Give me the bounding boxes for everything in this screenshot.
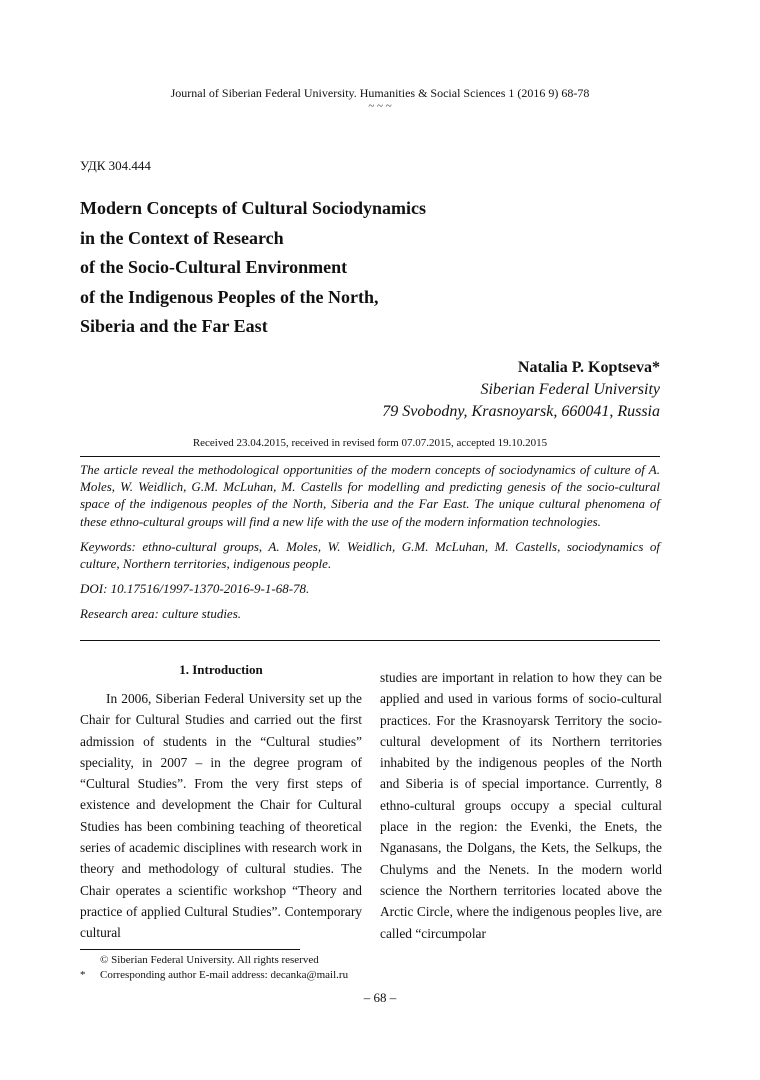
footnote-rule bbox=[80, 949, 300, 950]
author-affiliation: Siberian Federal University bbox=[480, 381, 660, 398]
footnote-copyright bbox=[80, 953, 348, 968]
body-paragraph: In 2006, Siberian Federal University set up the Chair for Cultural Studies and carried out the first admission of students in the “Cultural studies” speciality, in 2007 – in the degree program of “Cultural Studies”. From the very first steps of existence and development the Chair for Cultural Studies has been combining teaching of theoretical series of academic disciplines with research work in theory and methodology of cultural studies. The Chair operates a scientific workshop “Theory and practice of applied Cultural Studies”. Contemporary cultural bbox=[80, 691, 362, 941]
title-line: in the Context of Research bbox=[80, 227, 284, 248]
footnote-mark bbox=[80, 953, 100, 968]
title-line: Modern Concepts of Cultural Sociodynamics bbox=[80, 198, 426, 218]
title-line: Siberia and the Far East bbox=[80, 316, 268, 336]
footnote-text: © Siberian Federal University. All rights reserved bbox=[100, 954, 319, 966]
article-title bbox=[80, 194, 540, 342]
footnote-mark: * bbox=[80, 968, 86, 981]
author-name: Natalia P. Koptseva* bbox=[517, 359, 660, 376]
udk-code: УДК 304.444 bbox=[80, 158, 151, 173]
body-paragraph: studies are important in relation to how they can be applied and used in various forms of socio-cultural practices. For the Krasnoyarsk Territory the socio-cultural development of its Northern territories inhabited by the indigenous peoples of the North and Siberia is of special importance. Currently, 8 ethno-cultural groups occupy a special cultural place in the region: the Evenki, the Enets, the Nganasans, the Dolgans, the Kets, the Selkups, the Chulyms and the Nenets. In the modern world science the Northern territories located above the Arctic Circle, where the indigenous peoples live, are called “circumpolar bbox=[380, 670, 662, 941]
journal-header: Journal of Siberian Federal University. Humanities & Social Sciences 1 (2016 9) 68-78 bbox=[170, 86, 590, 100]
research-area: Research area: culture studies. bbox=[80, 606, 242, 622]
section-heading: 1. Introduction bbox=[179, 662, 263, 677]
author-address: 79 Svobodny, Krasnoyarsk, 660041, Russia bbox=[382, 403, 660, 420]
abstract-bottom-rule bbox=[80, 640, 660, 641]
title-line: of the Indigenous Peoples of the North, bbox=[80, 286, 379, 307]
body-column-left bbox=[80, 660, 362, 944]
page-number: – 68 – bbox=[363, 990, 397, 1005]
abstract-text: The article reveal the methodological opportunities of the modern concepts of sociodynamics of culture of A. Moles, W. Weidlich, G.M. McLuhan, M. Castells for modelling and predicting genesis of the socio-cultural space of the indigenous peoples of the North, Siberia and the Far East. The unique cultural phenomena of these ethno-cultural groups will find a new life with the use of the modern information technologies. bbox=[80, 462, 660, 529]
footnote-text: Corresponding author E-mail address: decanka@mail.ru bbox=[100, 968, 349, 981]
title-line: of the Socio-Cultural Environment bbox=[80, 257, 348, 277]
received-dates: Received 23.04.2015, received in revised form 07.07.2015, accepted 19.10.2015 bbox=[192, 437, 548, 449]
keywords: Keywords: ethno-cultural groups, A. Moles, W. Weidlich, G.M. McLuhan, M. Castells, sociodynamics of culture, Northern territories, indigenous people. bbox=[80, 538, 660, 572]
abstract-top-rule bbox=[80, 456, 660, 457]
footnote-email bbox=[80, 968, 348, 983]
body-column-right bbox=[380, 667, 662, 944]
footnotes bbox=[80, 953, 348, 982]
author-block bbox=[382, 357, 660, 423]
abstract-block bbox=[80, 461, 660, 623]
doi: DOI: 10.17516/1997-1370-2016-9-1-68-78. bbox=[80, 581, 310, 597]
header-ornament: ~ ~ ~ bbox=[368, 100, 392, 112]
